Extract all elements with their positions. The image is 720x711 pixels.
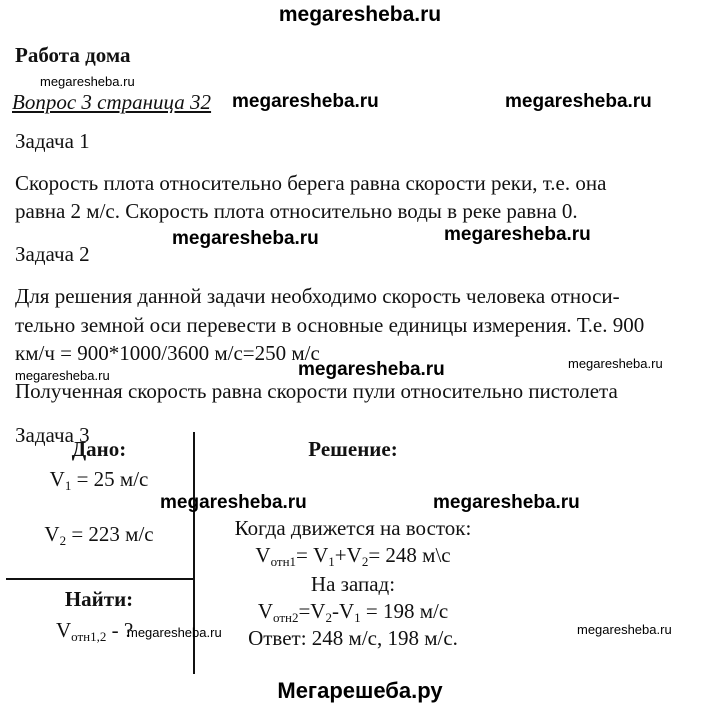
task1-label: Задача 1 (15, 129, 90, 153)
table-divider-horizontal (6, 578, 194, 580)
question-reference: Вопрос 3 страница 32 (12, 90, 212, 114)
solution-equation-east: $V_{отн1}= V_1+V_2= 248$ м\с (255, 543, 451, 569)
watermark-top: megaresheba.ru (278, 3, 442, 26)
task2-line: км/ч = 900*1000/3600 м/с=250 м/с (15, 341, 320, 365)
watermark-bold: megaresheba.ru (444, 224, 591, 245)
solution-equation-west: $V_{отн2}=V_2-V_1 = 198$ м/с (257, 599, 449, 625)
given-v1: $V_1 = 25$ м/с (49, 467, 149, 493)
watermark-bold: megaresheba.ru (232, 91, 379, 112)
watermark-footer: Мегарешеба.ру (277, 678, 443, 703)
solution-east: Когда движется на восток: (234, 516, 472, 540)
task1-line: Скорость плота относительно берега равна скорости реки, т.е. она (15, 171, 607, 195)
watermark-bold: megaresheba.ru (172, 228, 319, 249)
section-title: Работа дома (15, 43, 131, 67)
task2-line: тельно земной оси перевести в основные единицы измерения. Т.е. 900 (15, 313, 645, 337)
watermark-bold: megaresheba.ru (160, 492, 307, 513)
find-heading: Найти: (64, 587, 134, 611)
task2-line: Полученная скорость равна скорости пули относительно пистолета (15, 379, 618, 403)
task2-line: Для решения данной задачи необходимо скорость человека относи- (15, 284, 620, 308)
watermark-small: megaresheba.ru (577, 622, 672, 637)
watermark-bold: megaresheba.ru (298, 359, 445, 380)
watermark-small: megaresheba.ru (40, 74, 135, 89)
watermark-bold: megaresheba.ru (433, 492, 580, 513)
solution-answer: Ответ: 248 м/с, 198 м/с. (248, 626, 458, 650)
given-v2: $V_2 = 223$ м/с (44, 522, 154, 548)
task3-label: Задача 3 (15, 423, 90, 447)
solution-west: На запад: (310, 572, 396, 596)
find-expression: $V_{отн1,2}$ - ? (56, 618, 134, 644)
watermark-bold: megaresheba.ru (505, 91, 652, 112)
watermark-small: megaresheba.ru (15, 368, 110, 383)
watermark-small: megaresheba.ru (127, 625, 222, 640)
watermark-small: megaresheba.ru (568, 356, 663, 371)
solution-heading: Решение: (308, 437, 398, 461)
task1-line: равна 2 м/с. Скорость плота относительно воды в реке равна 0. (15, 199, 578, 223)
given-heading: Дано: (71, 437, 127, 461)
task2-label: Задача 2 (15, 242, 90, 266)
